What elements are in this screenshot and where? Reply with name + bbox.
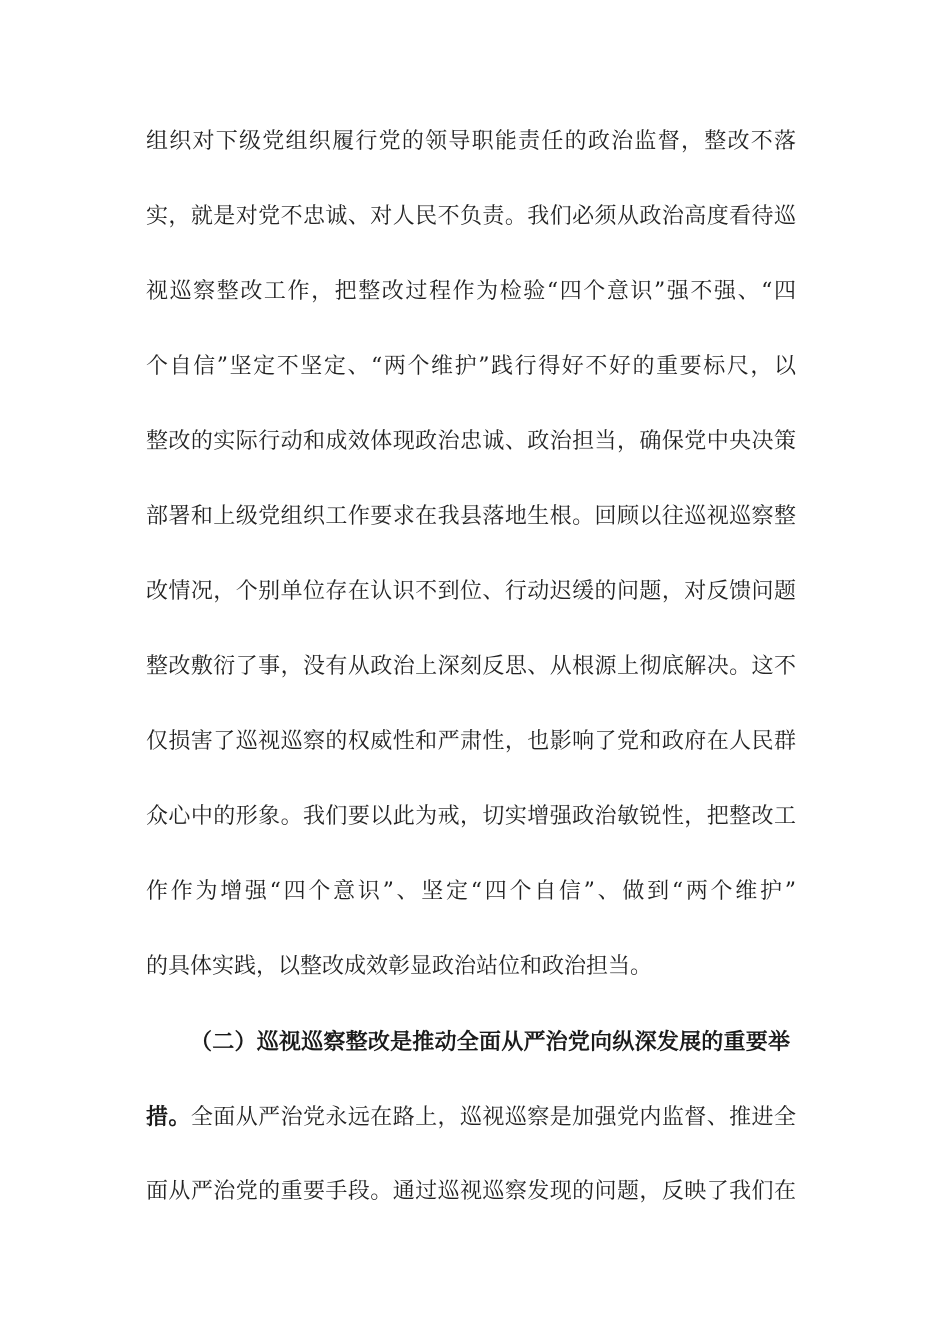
heading-continuation-line (146, 1097, 796, 1137)
section-heading: （二）巡视巡察整改是推动全面从严治党向纵深发展的重要举 (190, 1029, 790, 1055)
paragraph-line: 众心中的形象。我们要以此为戒，切实增强政治敏锐性，把整改工 (146, 804, 796, 829)
paragraph-line: 部署和上级党组织工作要求在我县落地生根。回顾以往巡视巡察整 (146, 504, 796, 529)
paragraph-line: 仅损害了巡视巡察的权威性和严肃性，也影响了党和政府在人民群 (146, 729, 796, 754)
paragraph-line: 的具体实践，以整改成效彰显政治站位和政治担当。 (146, 954, 653, 979)
paragraph-line: 作作为增强“四个意识”、坚定“四个自信”、做到“两个维护” (146, 879, 796, 904)
paragraph-line: 整改敷衍了事，没有从政治上深刻反思、从根源上彻底解决。这不 (146, 654, 796, 679)
paragraph-line: 视巡察整改工作，把整改过程作为检验“四个意识”强不强、“四 (146, 279, 796, 304)
paragraph-line: 个自信”坚定不坚定、“两个维护”践行得好不好的重要标尺，以 (146, 354, 796, 379)
section-heading-tail: 措。 (146, 1104, 191, 1130)
paragraph-line: 实，就是对党不忠诚、对人民不负责。我们必须从政治高度看待巡 (146, 204, 796, 229)
paragraph-line: 改情况，个别单位存在认识不到位、行动迟缓的问题，对反馈问题 (146, 579, 796, 604)
paragraph-text: 全面从严治党永远在路上，巡视巡察是加强党内监督、推进全 (190, 1105, 796, 1130)
paragraph-line: 组织对下级党组织履行党的领导职能责任的政治监督，整改不落 (146, 129, 796, 154)
paragraph-line: 面从严治党的重要手段。通过巡视巡察发现的问题，反映了我们在 (146, 1179, 796, 1204)
paragraph-line: 整改的实际行动和成效体现政治忠诚、政治担当，确保党中央决策 (146, 429, 796, 454)
